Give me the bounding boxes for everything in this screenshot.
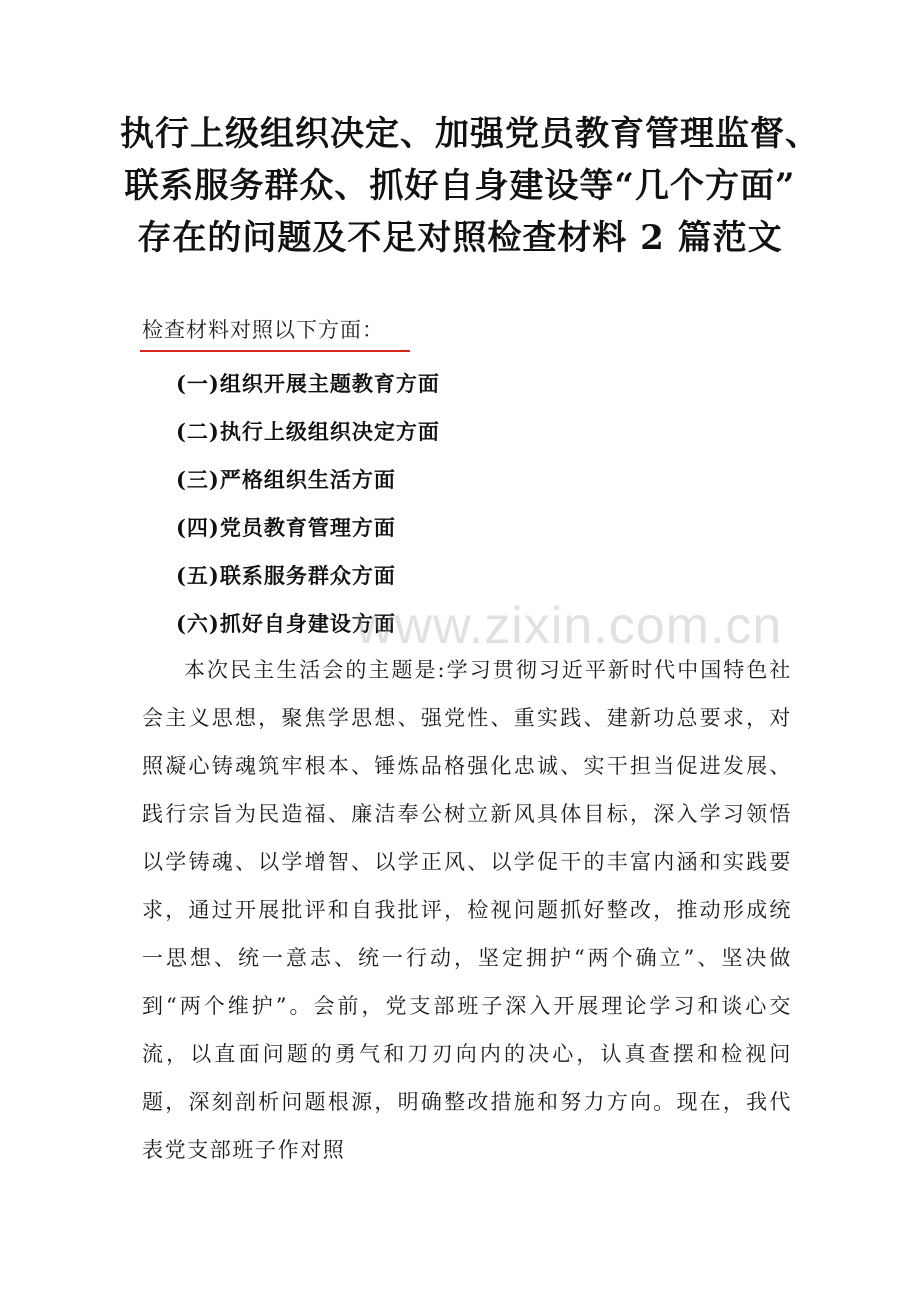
- section-label: [142, 314, 384, 346]
- document-title: [120, 108, 820, 264]
- aspect-list: [176, 360, 440, 648]
- list-item: (二)执行上级组织决定方面: [176, 419, 440, 444]
- list-item: (四)党员教育管理方面: [176, 515, 396, 540]
- list-item: (六)抓好自身建设方面: [176, 611, 396, 636]
- title-line-1: 执行上级组织决定、加强党员教育管理监督、: [120, 114, 820, 154]
- body-paragraph: 本次民主生活会的主题是:学习贯彻习近平新时代中国特色社会主义思想，聚焦学思想、强党性、重实践、建新功总要求，对照凝心铸魂筑牢根本、锤炼品格强化忠诚、实干担当促进发展、践行宗旨为民造福、廉洁奉公树立新风具体目标，深入学习领悟以学铸魂、以学增智、以学正风、以学促干的丰富内涵和实践要求，通过开展批评和自我批评，检视问题抓好整改，推动形成统一思想、统一意志、统一行动，坚定拥护“两个确立”、坚决做到“两个维护”。会前，党支部班子深入开展理论学习和谈心交流，以直面问题的勇气和刀刃向内的决心，认真查摆和检视问题，深刻剖析问题根源，明确整改措施和努力方向。现在，我代表党支部班子作对照: [142, 658, 792, 1162]
- list-item: (五)联系服务群众方面: [176, 563, 396, 588]
- section-label-text: 检查材料对照以下方面：: [142, 318, 384, 342]
- watermark: www.zixin.com.cn: [356, 597, 783, 655]
- title-line-3: 存在的问题及不足对照检查材料 2 篇范文: [137, 218, 783, 258]
- red-underline: [140, 350, 410, 352]
- list-item: (一)组织开展主题教育方面: [176, 371, 440, 396]
- list-item: (三)严格组织生活方面: [176, 467, 396, 492]
- title-line-2: 联系服务群众、抓好自身建设等“几个方面”: [124, 166, 796, 206]
